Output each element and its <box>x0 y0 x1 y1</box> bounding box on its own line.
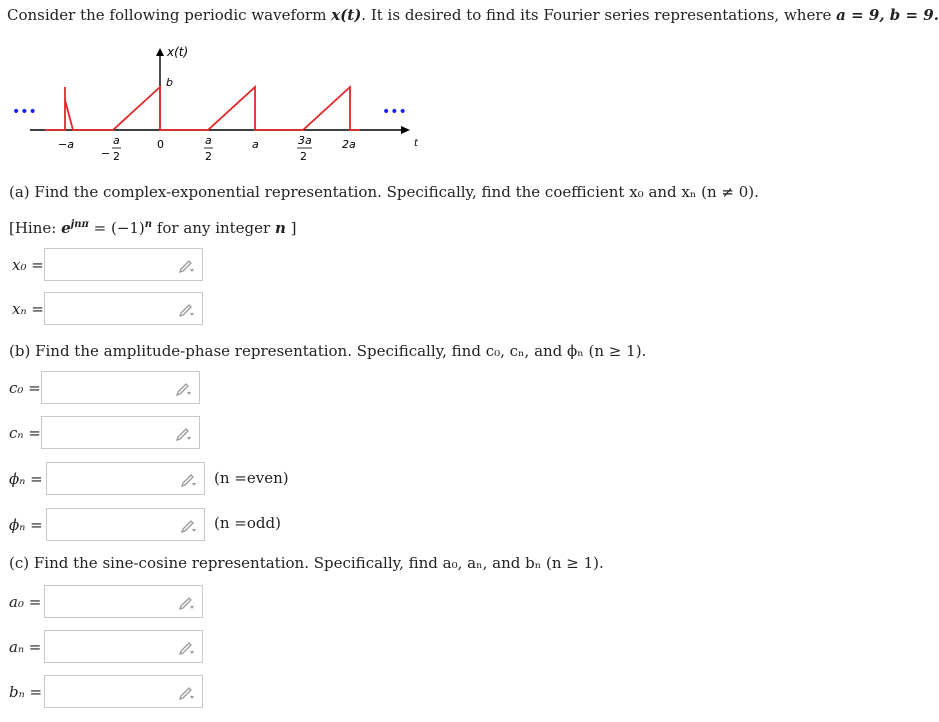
pencil-icon[interactable] <box>178 639 196 655</box>
xn-label: xₙ = <box>12 300 44 318</box>
y-axis-label: x(t) <box>167 45 189 59</box>
tick-three-half-a-den: 2 <box>300 150 307 163</box>
phin-odd-note: (n =odd) <box>214 514 281 532</box>
tick-three-half-a-num: 3a <box>298 134 312 147</box>
pencil-icon[interactable] <box>178 301 196 317</box>
part-a-question: (a) Find the complex-exponential representation. Specifically, find the coefficient x₀ and xₙ (n ≠ 0). <box>9 183 759 201</box>
pencil-icon[interactable] <box>180 517 198 533</box>
cn-label: cₙ = <box>9 424 41 442</box>
phin-even-label: ϕₙ = <box>9 470 43 488</box>
tick-half-a-den: 2 <box>205 150 212 163</box>
pencil-icon[interactable] <box>178 684 196 700</box>
t-axis-label: t <box>414 138 418 149</box>
x0-label: x₀ = <box>12 256 44 274</box>
bn-field[interactable] <box>44 675 203 708</box>
waveform-line <box>45 87 360 130</box>
an-field[interactable] <box>44 630 203 663</box>
bn-input[interactable] <box>49 678 173 708</box>
tick-zero: 0 <box>157 138 164 151</box>
tick-neg-half-a-num: a <box>113 134 120 147</box>
peak-label: b <box>166 76 173 89</box>
x0-input[interactable] <box>49 251 173 281</box>
pencil-icon[interactable] <box>175 380 193 396</box>
cn-field[interactable] <box>41 416 200 449</box>
pencil-icon[interactable] <box>180 471 198 487</box>
pencil-icon[interactable] <box>178 594 196 610</box>
phin-even-note: (n =even) <box>214 469 289 487</box>
phin-odd-input[interactable] <box>51 511 175 541</box>
a0-input[interactable] <box>49 588 173 618</box>
bn-label: bₙ = <box>9 683 43 701</box>
waveform-graph <box>0 40 440 175</box>
an-input[interactable] <box>49 633 173 663</box>
part-c-question: (c) Find the sine-cosine representation. Specifically, find a₀, aₙ, and bₙ (n ≥ 1). <box>9 554 604 572</box>
tick-neg-half-a-minus: − <box>101 147 111 160</box>
cn-input[interactable] <box>46 419 170 449</box>
phin-odd-field[interactable] <box>46 508 205 541</box>
right-ellipsis: ••• <box>382 104 407 120</box>
intro-text: Consider the following periodic waveform x(t). It is desired to find its Fourier series representations, where a = 9, b = 9. <box>7 6 939 24</box>
x0-field[interactable] <box>44 248 203 281</box>
phin-even-field[interactable] <box>46 462 205 495</box>
tick-neg-half-a-den: 2 <box>113 150 120 163</box>
phin-odd-label: ϕₙ = <box>9 516 43 534</box>
xn-input[interactable] <box>49 295 173 325</box>
an-label: aₙ = <box>9 638 42 656</box>
c0-label: c₀ = <box>9 379 41 397</box>
tick-neg-a: −a <box>58 138 74 151</box>
xn-field[interactable] <box>44 292 203 325</box>
c0-field[interactable] <box>41 371 200 404</box>
tick-a: a <box>252 138 259 151</box>
pencil-icon[interactable] <box>175 425 193 441</box>
tick-2a: 2a <box>342 138 356 151</box>
pencil-icon[interactable] <box>178 257 196 273</box>
a0-label: a₀ = <box>9 593 42 611</box>
phin-even-input[interactable] <box>51 465 175 495</box>
left-ellipsis: ••• <box>12 104 37 120</box>
tick-half-a-num: a <box>205 134 212 147</box>
part-b-question: (b) Find the amplitude-phase representation. Specifically, find c₀, cₙ, and ϕₙ (n ≥ 1). <box>9 342 647 360</box>
c0-input[interactable] <box>46 374 170 404</box>
a0-field[interactable] <box>44 585 203 618</box>
hint-text: [Hine: $e^{jn\pi} = (-1)^n$ for any integer n ] <box>9 219 297 237</box>
